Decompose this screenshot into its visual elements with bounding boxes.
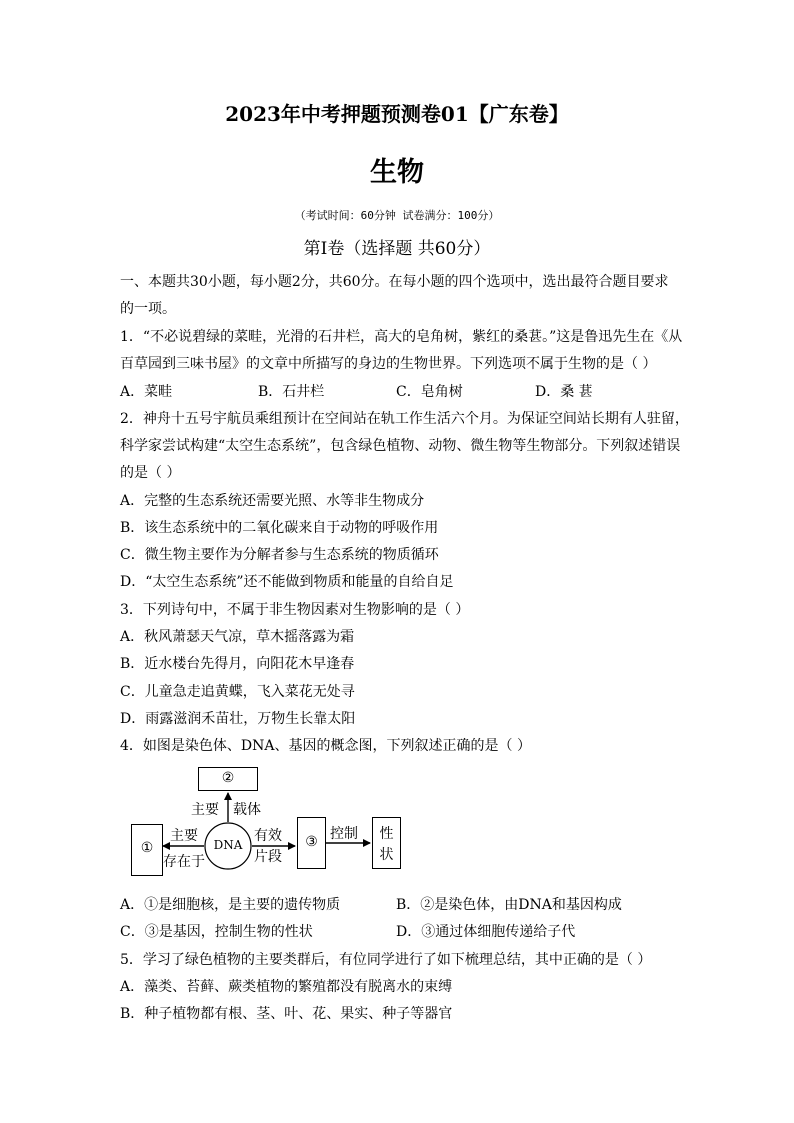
diagram-trait-label-1: 性: [379, 826, 394, 842]
question-3-option-d[interactable]: D．雨露滋润禾苗壮，万物生长靠太阳: [120, 711, 356, 727]
diagram-edge-right-bottom: 片段: [254, 849, 282, 865]
question-5-option-b[interactable]: B．种子植物都有根、茎、叶、花、果实、种子等器官: [120, 1006, 453, 1022]
diagram-node-2-box: [198, 767, 258, 791]
question-3-stem: 3．下列诗句中，不属于非生物因素对生物影响的是（ ）: [120, 602, 470, 618]
diagram-node-3-box: [297, 817, 326, 869]
question-4-option-c[interactable]: C．③是基因，控制生物的性状: [120, 924, 313, 940]
question-3-option-c[interactable]: C．儿童急走追黄蝶，飞入菜花无处寻: [120, 684, 355, 700]
question-2-option-b[interactable]: B．该生态系统中的二氧化碳来自于动物的呼吸作用: [120, 520, 439, 536]
instructions-line-2: 的一项。: [120, 301, 176, 317]
question-5-option-a[interactable]: A．藻类、苔藓、蕨类植物的繁殖都没有脱离水的束缚: [120, 979, 453, 995]
diagram-edge-left-bottom: 存在于: [163, 854, 205, 870]
diagram-dna-label: DNA: [213, 838, 243, 852]
question-4-option-d[interactable]: D．③通过体细胞传递给子代: [396, 924, 576, 940]
question-2-stem-line-1: 2．神舟十五号宇航员乘组预计在空间站在轨工作生活六个月。为保证空间站长期有人驻留，: [120, 411, 689, 427]
question-4-option-b[interactable]: B．②是染色体，由DNA和基因构成: [396, 897, 622, 913]
diagram-edge-left-top: 主要: [170, 828, 198, 844]
question-4-stem: 4．如图是染色体、DNA、基因的概念图，下列叙述正确的是（ ）: [120, 738, 531, 754]
question-2-stem-line-3: 的是（ ）: [120, 465, 181, 481]
diagram-node-2-label: ②: [221, 770, 235, 786]
question-1-option-a[interactable]: A．菜畦: [120, 384, 173, 400]
diagram-node-3-label: ③: [305, 834, 318, 850]
question-3-option-b[interactable]: B．近水楼台先得月，向阳花木早逢春: [120, 656, 355, 672]
question-2-option-d[interactable]: D．“太空生态系统”还不能做到物质和能量的自给自足: [120, 574, 454, 590]
part-title: 第Ⅰ卷（选择题 共60分）: [303, 239, 491, 259]
diagram-trait-label-2: 状: [379, 847, 394, 863]
exam-title: 2023年中考押题预测卷01【广东卷】: [225, 102, 569, 126]
subject-title: 生物: [370, 157, 424, 188]
question-3-option-a[interactable]: A．秋风萧瑟天气凉，草木摇落露为霜: [120, 629, 355, 645]
exam-info: （考试时间：60分钟 试卷满分：100分）: [294, 209, 500, 222]
question-1-stem-line-1: 1．“不必说碧绿的菜畦，光滑的石井栏，高大的皂角树，紫红的桑葚。”这是鲁迅先生在《从: [120, 329, 683, 345]
diagram-trait-box: [372, 817, 401, 869]
diagram-node-1-box: [131, 824, 163, 876]
question-2-option-a[interactable]: A．完整的生态系统还需要光照、水等非生物成分: [120, 493, 425, 509]
diagram-edge-up-b: 载体: [233, 802, 261, 818]
question-1-option-c[interactable]: C．皂角树: [396, 384, 463, 400]
question-2-option-c[interactable]: C．微生物主要作为分解者参与生态系统的物质循环: [120, 547, 439, 563]
question-1-stem-line-2: 百草园到三味书屋》的文章中所描写的身边的生物世界。下列选项不属于生物的是（ ）: [120, 356, 657, 372]
diagram-edge-up-a: 主要: [191, 802, 219, 818]
diagram-edge-control: 控制: [330, 826, 358, 842]
question-5-stem: 5．学习了绿色植物的主要类群后，有位同学进行了如下梳理总结，其中正确的是（ ）: [120, 952, 652, 968]
question-4-option-a[interactable]: A．①是细胞核，是主要的遗传物质: [120, 897, 341, 913]
question-2-stem-line-2: 科学家尝试构建“太空生态系统”，包含绿色植物、动物、微生物等生物部分。下列叙述错误: [120, 438, 681, 454]
question-1-option-b[interactable]: B．石井栏: [258, 384, 325, 400]
diagram-edge-right-top: 有效: [254, 828, 282, 844]
instructions-line-1: 一、本题共30小题，每小题2分，共60分。在每小题的四个选项中，选出最符合题目要求: [120, 274, 669, 290]
diagram-node-1-label: ①: [140, 840, 154, 856]
dna-circle: [205, 823, 251, 869]
question-1-option-d[interactable]: D．桑 葚: [535, 384, 593, 400]
